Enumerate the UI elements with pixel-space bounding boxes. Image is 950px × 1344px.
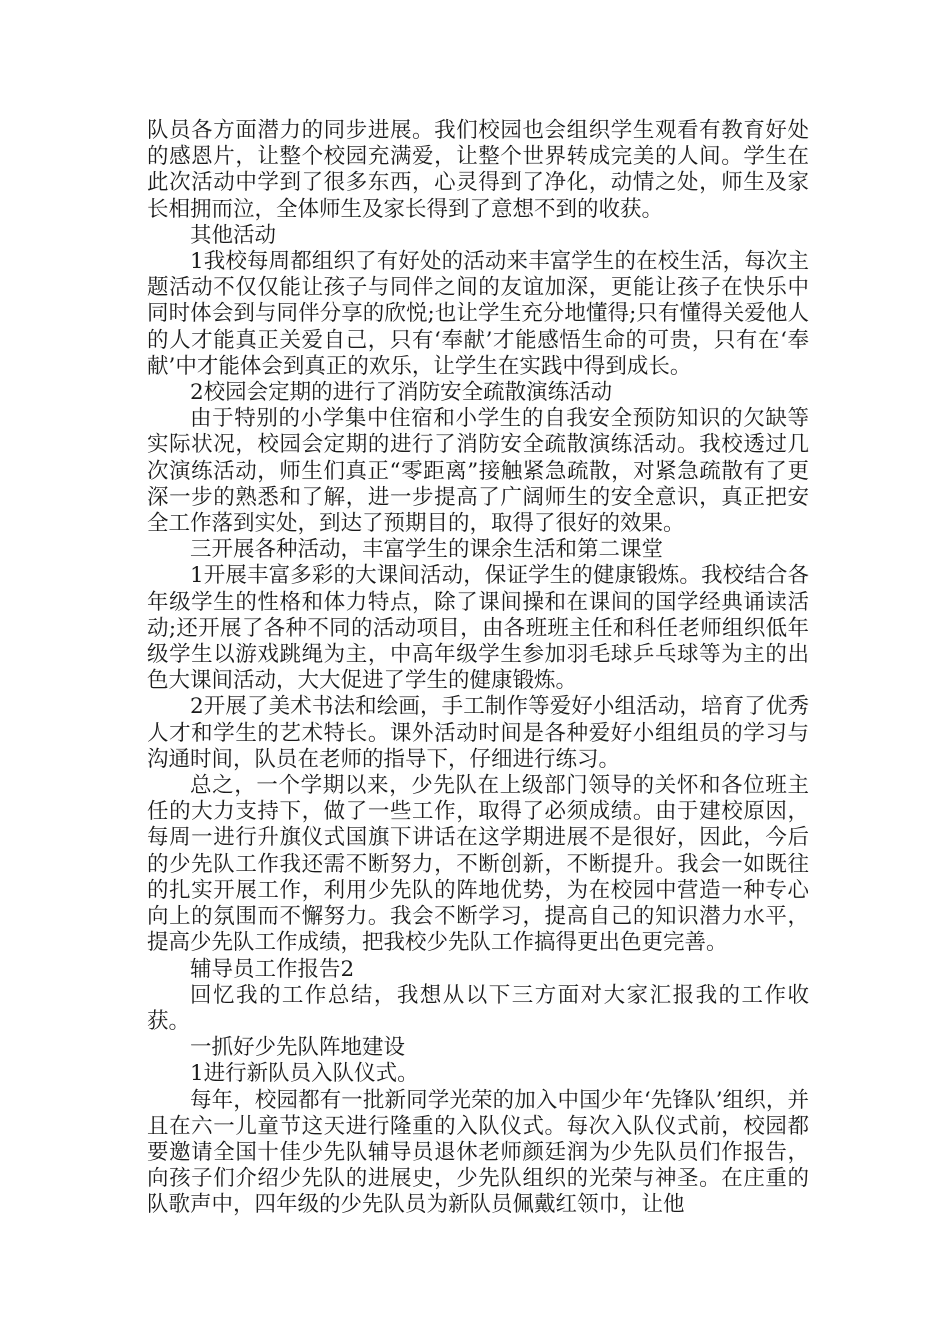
heading-activities: 三开展各种活动，丰富学生的课余生活和第二课堂 [190,537,664,563]
paragraph-3: 由于特别的小学集中住宿和小学生的自我安全预防知识的欠缺等实际状况，校园会定期的进行了消防安全疏散演练活动。我校透过几次演练活动，师生们真正“零距离”接触紧急疏散，对紧急疏散有了更深一步的熟悉和了解，进一步提高了广阔师生的安全意识，真正把安全工作落到实处，到达了预期目的，取得了很好的效果。 [147,406,809,537]
heading-induction-ceremony: 1进行新队员入队仪式。 [190,1061,419,1087]
heading-position-building: 一抓好少先队阵地建设 [190,1035,406,1061]
paragraph-8: 每年，校园都有一批新同学光荣的加入中国少年‘先锋队’组织，并且在六一儿童节这天进行隆重的入队仪式。每次入队仪式前，校园都要邀请全国十佳少先队辅导员退休老师颜廷润为少先队员们作报告，向孩子们介绍少先队的进展史，少先队组织的光荣与神圣。在庄重的队歌声中，四年级的少先队员为新队员佩戴红领巾，让他 [147,1087,809,1218]
paragraph-1: 队员各方面潜力的同步进展。我们校园也会组织学生观看有教育好处的感恩片，让整个校园充满爱，让整个世界转成完美的人间。学生在此次活动中学到了很多东西，心灵得到了净化，动情之处，师生及家长相拥而泣，全体师生及家长得到了意想不到的收获。 [147,118,809,222]
document-page [147,118,809,1219]
heading-report-2: 辅导员工作报告2 [190,956,355,982]
heading-fire-drill: 2校园会定期的进行了消防安全疏散演练活动 [190,380,613,406]
paragraph-4: 1开展丰富多彩的大课间活动，保证学生的健康锻炼。我校结合各年级学生的性格和体力特点，除了课间操和在课间的国学经典诵读活动;还开展了各种不同的活动项目，由各班班主任和科任老师组织低年级学生以游戏跳绳为主，中高年级学生参加羽毛球乒乓球等为主的出色大课间活动，大大促进了学生的健康锻炼。 [147,563,809,694]
paragraph-2: 1我校每周都组织了有好处的活动来丰富学生的在校生活，每次主题活动不仅仅能让孩子与同伴之间的友谊加深，更能让孩子在快乐中同时体会到与同伴分享的欣悦;也让学生充分地懂得;只有懂得关爱他人的人才能真正关爱自己，只有‘奉献’才能感悟生命的可贵，只有在‘奉献’中才能体会到真正的欢乐，让学生在实践中得到成长。 [147,249,809,379]
paragraph-6: 总之，一个学期以来，少先队在上级部门领导的关怀和各位班主任的大力支持下，做了一些工作，取得了必须成绩。由于建校原因，每周一进行升旗仪式国旗下讲话在这学期进展不是很好，因此，今后的少先队工作我还需不断努力，不断创新，不断提升。我会一如既往的扎实开展工作，利用少先队的阵地优势，为在校园中营造一种专心向上的氛围而不懈努力。我会不断学习，提高自己的知识潜力水平，提高少先队工作成绩，把我校少先队工作搞得更出色更完善。 [147,773,809,956]
paragraph-7: 回忆我的工作总结，我想从以下三方面对大家汇报我的工作收获。 [147,982,809,1034]
heading-other-activities: 其他活动 [190,222,277,248]
paragraph-5: 2开展了美术书法和绘画，手工制作等爱好小组活动，培育了优秀人才和学生的艺术特长。课外活动时间是各种爱好小组组员的学习与沟通时间，队员在老师的指导下，仔细进行练习。 [147,694,809,772]
